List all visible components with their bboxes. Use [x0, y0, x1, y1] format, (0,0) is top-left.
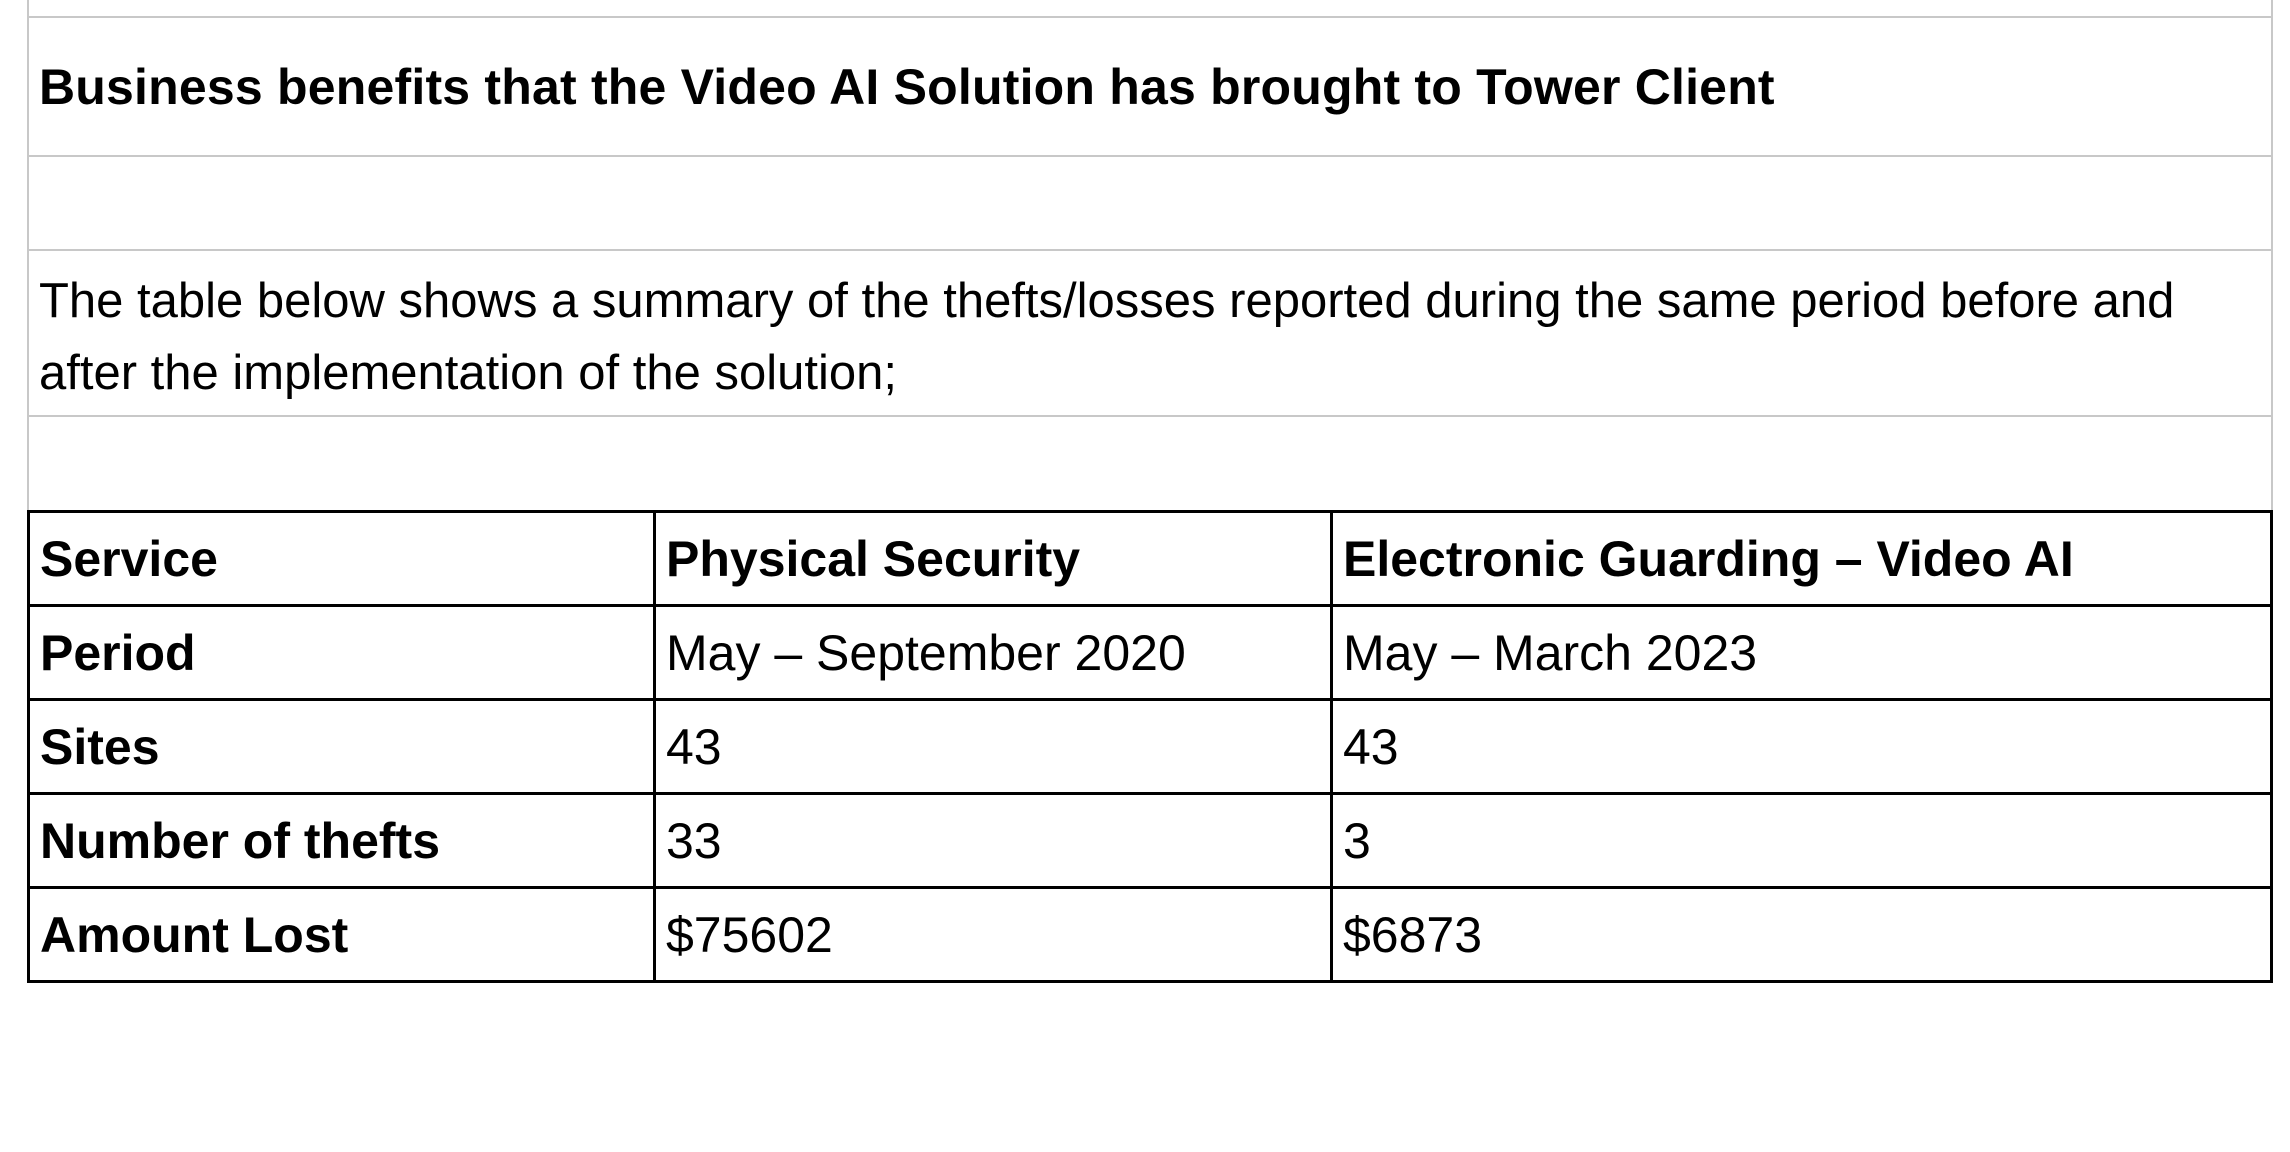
table-row-service — [29, 512, 2272, 606]
row-label: Sites — [29, 700, 655, 794]
table-row-amount-lost — [29, 888, 2272, 982]
table-cell: May – March 2023 — [1332, 606, 2272, 700]
row-label: Amount Lost — [29, 888, 655, 982]
theft-summary-table — [27, 510, 2273, 983]
description-text: The table below shows a summary of the thefts/losses reported during the same period before and after the implementation of the solution; — [39, 274, 2175, 400]
table-cell: 33 — [655, 794, 1332, 888]
table-cell: 43 — [655, 700, 1332, 794]
column-header-electronic-guarding: Electronic Guarding – Video AI — [1332, 512, 2272, 606]
row-label: Number of thefts — [29, 794, 655, 888]
table-row-period — [29, 606, 2272, 700]
document-sheet — [27, 0, 2273, 512]
table-cell: May – September 2020 — [655, 606, 1332, 700]
section-heading: Business benefits that the Video AI Solution has brought to Tower Client — [39, 58, 1775, 115]
table-row-sites — [29, 700, 2272, 794]
row-label: Service — [29, 512, 655, 606]
column-header-physical-security: Physical Security — [655, 512, 1332, 606]
table-cell: $6873 — [1332, 888, 2272, 982]
blank-row — [27, 417, 2273, 512]
table-cell: $75602 — [655, 888, 1332, 982]
table-cell: 3 — [1332, 794, 2272, 888]
description-row — [27, 251, 2273, 417]
table-cell: 43 — [1332, 700, 2272, 794]
table-row-number-of-thefts — [29, 794, 2272, 888]
heading-row — [27, 18, 2273, 157]
row-label: Period — [29, 606, 655, 700]
blank-row — [27, 157, 2273, 251]
blank-row-top — [27, 0, 2273, 18]
